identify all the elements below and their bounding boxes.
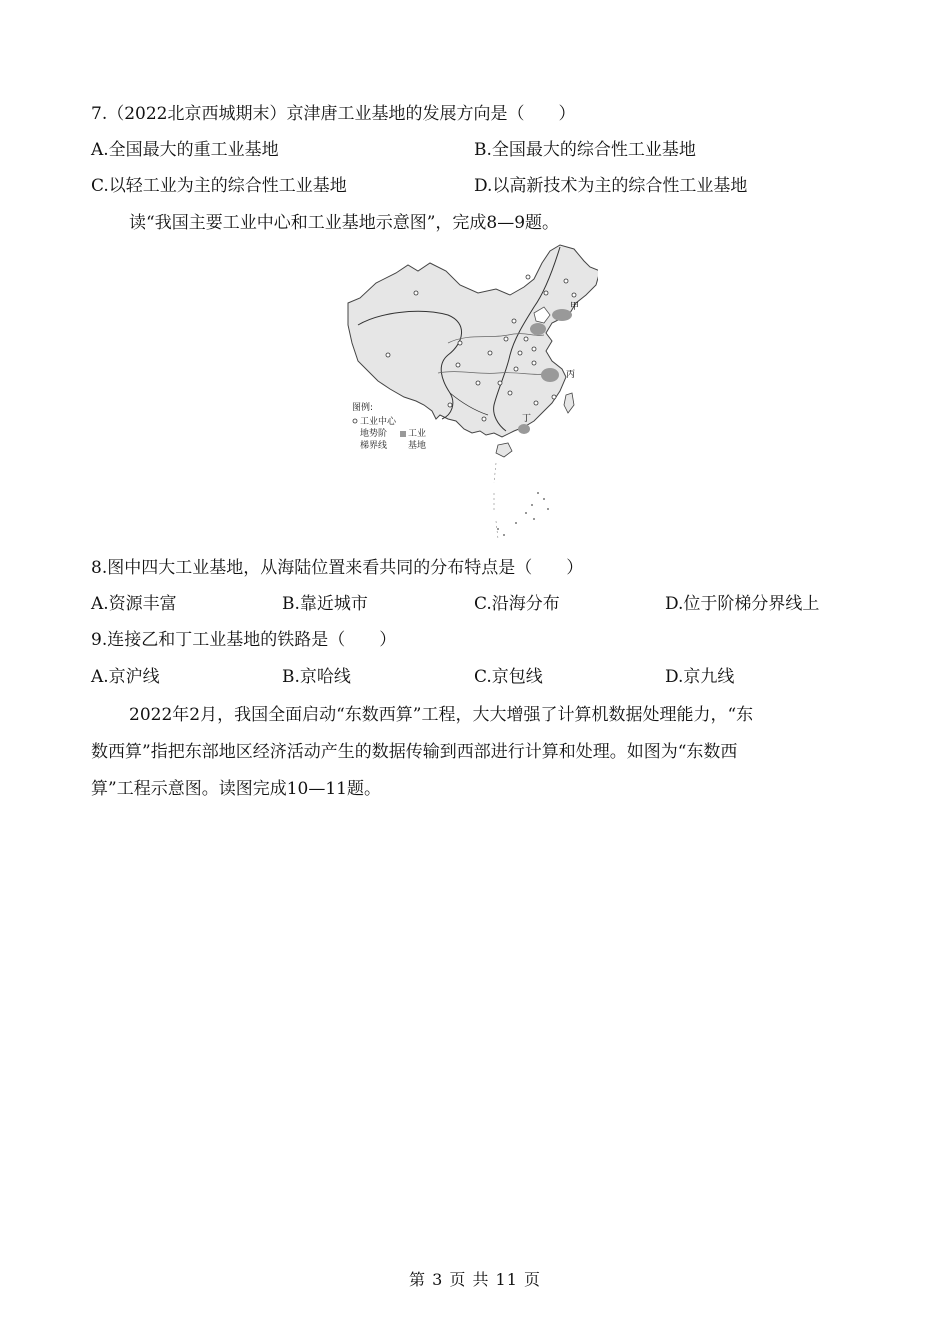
label-jia: 甲	[570, 302, 580, 312]
intro-questions-8-9: 读“我国主要工业中心和工业基地示意图”，完成8—9题。	[129, 213, 560, 233]
question-9-option-b: B.京哈线	[282, 667, 351, 687]
legend-base-icon	[400, 431, 406, 437]
question-9-option-d: D.京九线	[665, 667, 735, 687]
page-footer: 第 3 页 共 11 页	[409, 1270, 541, 1289]
question-7-option-a: A.全国最大的重工业基地	[91, 140, 279, 160]
taiwan-island	[564, 393, 574, 413]
question-7-option-b: B.全国最大的综合性工业基地	[474, 140, 696, 160]
legend-industrial-base-2: 基地	[408, 441, 427, 451]
question-8-option-a: A.资源丰富	[91, 594, 177, 614]
question-8-option-b: B.靠近城市	[282, 594, 368, 614]
question-9-option-a: A.京沪线	[91, 667, 160, 687]
question-9-option-c: C.京包线	[474, 667, 543, 687]
map-legend	[352, 401, 426, 451]
legend-center-icon	[353, 419, 357, 423]
legend-title: 图例:	[352, 403, 374, 413]
question-7-option-d: D.以高新技术为主的综合性工业基地	[474, 176, 748, 196]
legend-industrial-base-1: 工业	[408, 429, 427, 439]
question-8-stem: 8.图中四大工业基地，从海陆位置来看共同的分布特点是（ ）	[91, 558, 584, 578]
china-industry-map	[338, 243, 598, 543]
industrial-base-yi	[530, 323, 546, 335]
question-7-option-c: C.以轻工业为主的综合性工业基地	[91, 176, 347, 196]
label-bing: 丙	[566, 370, 576, 380]
industrial-base-bing	[541, 368, 559, 382]
legend-step-boundary-1: 地势阶	[360, 429, 388, 439]
industrial-base-ding	[518, 424, 530, 434]
legend-step-boundary-2: 梯界线	[360, 441, 388, 451]
question-7-stem: 7.（2022北京西城期末）京津唐工业基地的发展方向是（ ）	[91, 104, 576, 124]
question-8-option-c: C.沿海分布	[474, 594, 560, 614]
industrial-base-jia	[552, 309, 572, 321]
label-ding: 丁	[522, 414, 532, 424]
legend-industrial-center: 工业中心	[360, 417, 397, 427]
passage-line-2: 数西算”指把东部地区经济活动产生的数据传输到西部进行计算和处理。如图为“东数西	[91, 742, 738, 762]
passage-line-3: 算”工程示意图。读图完成10—11题。	[91, 779, 381, 799]
question-8-option-d: D.位于阶梯分界线上	[665, 594, 820, 614]
question-9-stem: 9.连接乙和丁工业基地的铁路是（ ）	[91, 630, 397, 650]
south-china-sea-islands	[497, 492, 549, 536]
passage-line-1: 2022年2月，我国全面启动“东数西算”工程，大大增强了计算机数据处理能力，“东	[129, 705, 754, 725]
hainan-island	[496, 443, 512, 457]
